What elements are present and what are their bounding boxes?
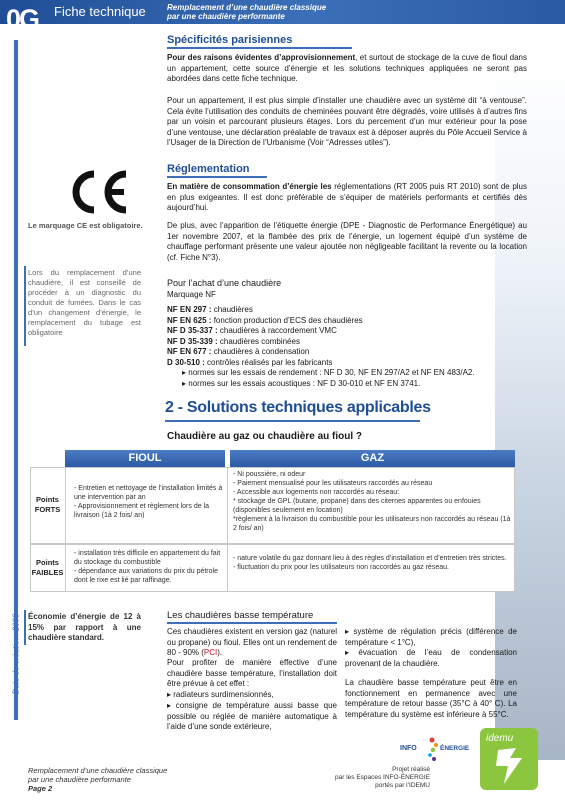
standards-list	[167, 305, 527, 389]
header-subtitle-line1: Remplacement d’une chaudière classique	[167, 3, 327, 12]
achat-heading: Pour l’achat d’une chaudière	[167, 278, 282, 288]
basse-temp-paragraph-3: La chaudière basse température peut être en fonctionnement en permanence avec une température de retour basse (35°C à 40° C). La température du système est inférieure à 55°C.	[345, 678, 517, 719]
specificites-paragraph-1	[167, 53, 527, 85]
row-label-faibles: Points FAIBLES	[31, 558, 64, 577]
reglementation-paragraph-1	[167, 182, 527, 214]
triangle-bullet-icon: ▸	[167, 690, 172, 699]
heading-underline	[167, 622, 337, 624]
side-note: Lors du remplacement d’une chaudière, il est conseillé de procéder à un diagnostic du conduit de fumées. Dans le cas d’un changement d’énergie, le remplacement du tubage est obligatoire	[28, 268, 141, 337]
reglementation-p1-rest: réglementations (RT 2005 puis RT 2010) sont de plus en plus exigeantes. Il est donc préférable de s’équiper de matériels performants et certifiés dès aujourd’hui.	[167, 182, 528, 212]
triangle-bullet-icon: ▸	[167, 701, 172, 710]
column-header-fioul: FIOUL	[65, 450, 225, 467]
section-title-underline	[165, 420, 420, 422]
specificites-p1-rest: , et surtout de stockage de la cuve de fioul dans un appartement, cette source d’énergie et les solutions techniques appliquées ne seront pas abordées dans cette fiche technique.	[167, 53, 527, 83]
list-subitem: ▸ normes sur les essais de rendement : NF D 30, NF EN 297/A2 et NF EN 483/A2.	[182, 368, 475, 377]
heading-underline	[167, 47, 352, 49]
side-note-bar	[24, 266, 26, 346]
list-subitem: ▸ normes sur les essais acoustiques : NF D 30-010 et NF EN 3741.	[182, 378, 421, 388]
ce-mark-logo	[68, 168, 130, 216]
basse-temp-paragraph-2: Pour profiter de manière effective d’une chaudière basse température, l’installation doit être prévue à cet effet :	[167, 658, 337, 688]
header-title: Fiche technique	[54, 4, 146, 19]
cell-gaz-faibles: - nature volatile du gaz donnant lieu à des règles d’installation et d’entretien très strictes. - fluctuation du prix pour les utilisateurs non raccordés au gaz réseau.	[233, 555, 507, 571]
list-item: NF EN 677 : chaudières à condensation	[167, 347, 310, 356]
specificites-paragraph-2: Pour un appartement, il est plus simple d’installer une chaudière avec un système dit “à ventouse”. Cela évite l’utilisation des conduits de cheminées pouvant être dégradés, voire utilisés à d’autres fins par un voisin et parcourant plusieurs étages. Lors du percement d’un mur extérieur pour la pose d’une ventouse, une déclaration préalable de travaux est à déposer auprès du Pôle Accueil Service à l’Usager de la Direction de l’Urbanisme (Voir “Adresses utiles”).	[167, 96, 527, 147]
section-question: Chaudière au gaz ou chaudière au fioul ?	[167, 431, 363, 442]
cell-fioul-forts: - Entretien et nettoyage de l’installation limités à une intervention par an - Approvisionnement et règlement lors de la livraison (1à 2 fois/ an)	[74, 485, 223, 519]
cell-fioul-faibles: - installation très difficile en appartement du fait du stockage du combustible - dépendance aux variations du prix du pétrole dont le rixe est lié par raffinage.	[74, 550, 221, 584]
basse-temp-bullet: ▸ radiateurs surdimensionnés,	[167, 690, 274, 699]
triangle-bullet-icon: ▸	[182, 368, 189, 377]
achat-marquage: Marquage NF	[167, 290, 216, 299]
page-number: Page 2	[28, 784, 53, 793]
svg-text:ÉNERGIE: ÉNERGIE	[440, 745, 470, 752]
idemu-logo	[480, 728, 538, 790]
svg-text:idemu: idemu	[486, 733, 514, 744]
heading-reglementation: Réglementation	[167, 163, 250, 175]
triangle-bullet-icon: ▸	[345, 627, 350, 636]
list-item: NF EN 297 : chaudières	[167, 305, 253, 314]
basse-temp-bullet: ▸ consigne de température aussi basse que possible ou réglée de manière automatique à l’aide d’une sonde extérieure,	[167, 701, 337, 731]
specificites-p1-bold: Pour des raisons évidentes d’approvisionnement	[167, 53, 356, 62]
energy-saving-note: Économie d’énergie de 12 à 15% par rapport à une chaudière standard.	[28, 612, 141, 642]
triangle-bullet-icon: ▸	[182, 378, 189, 388]
basse-temp-paragraph-1: Ces chaudières existent en version gaz (naturel ou propane) ou fioul. Elles ont un rendement de 80 - 90% (PCI).	[167, 627, 337, 657]
heading-underline	[167, 176, 267, 178]
footer-document-title: Remplacement d’une chaudière classique par une chaudière performante Page 2	[28, 766, 168, 793]
list-item: D 30-510 : contrôles réalisés par les fabricants	[167, 357, 333, 367]
basse-temp-bullet: ▸ système de régulation précis (différence de température < 1°C),	[345, 627, 517, 647]
list-item: NF EN 625 : fonction production d’ECS des chaudières	[167, 315, 363, 325]
section-title: 2 - Solutions techniques applicables	[165, 399, 431, 416]
list-item: NF D 35-339 : chaudières combinées	[167, 336, 300, 346]
reglementation-p1-bold: En matière de consommation d’énergie les	[167, 182, 332, 191]
header-subtitle-line2: par une chaudière performante	[167, 12, 285, 21]
svg-text:INFO: INFO	[400, 745, 417, 752]
table-divider	[227, 467, 228, 592]
creation-date: Date de création: 2008	[11, 613, 21, 695]
info-energie-logo	[400, 736, 470, 764]
fiche-number: 0G	[6, 4, 39, 34]
bottom-note-bar	[24, 610, 26, 645]
table-divider	[65, 467, 66, 592]
reglementation-paragraph-2: De plus, avec l’apparition de l’étiquette énergie (DPE - Diagnostic de Performance Énergétique) au 1er novembre 2007, et la flambée des prix de l’énergie, un logement équipé d’un système de chauffage performant présente une valeur ajoutée non négligeable facilitant la revente ou la location (cf. Fiche N°3).	[167, 221, 527, 262]
column-header-gaz: GAZ	[230, 450, 515, 467]
ce-caption: Le marquage CE est obligatoire.	[28, 221, 143, 230]
pci-link[interactable]: PCI	[203, 648, 218, 657]
footer-credit: Projet réalisé par les Espaces INFO-ÉNERGIE portés par l’IDEMU	[335, 766, 430, 789]
cell-gaz-forts: - Ni poussière, ni odeur - Paiement mensualisé pour les utilisateurs raccordés au réseau - Accessible aux logements non raccordés au réseau: * stockage de GPL (butane, propane) dans des citernes apparentes ou enfouies (disponibles seulement en location) *règlement à la livraison du combustible pour les utilisateurs non raccordés au réseau (1à 2 fois/ an)	[233, 471, 511, 532]
heading-basse-temperature: Les chaudières basse température	[167, 610, 314, 621]
heading-specificites: Spécificités parisiennes	[167, 34, 293, 46]
header-subtitle	[167, 3, 326, 21]
triangle-bullet-icon: ▸	[345, 648, 350, 657]
basse-temp-bullet: ▸ évacuation de l’eau de condensation provenant de la chaudière.	[345, 648, 517, 668]
row-label-forts: Points FORTS	[34, 495, 61, 514]
list-item: NF D 35-337 : chaudières à raccordement VMC	[167, 326, 337, 335]
